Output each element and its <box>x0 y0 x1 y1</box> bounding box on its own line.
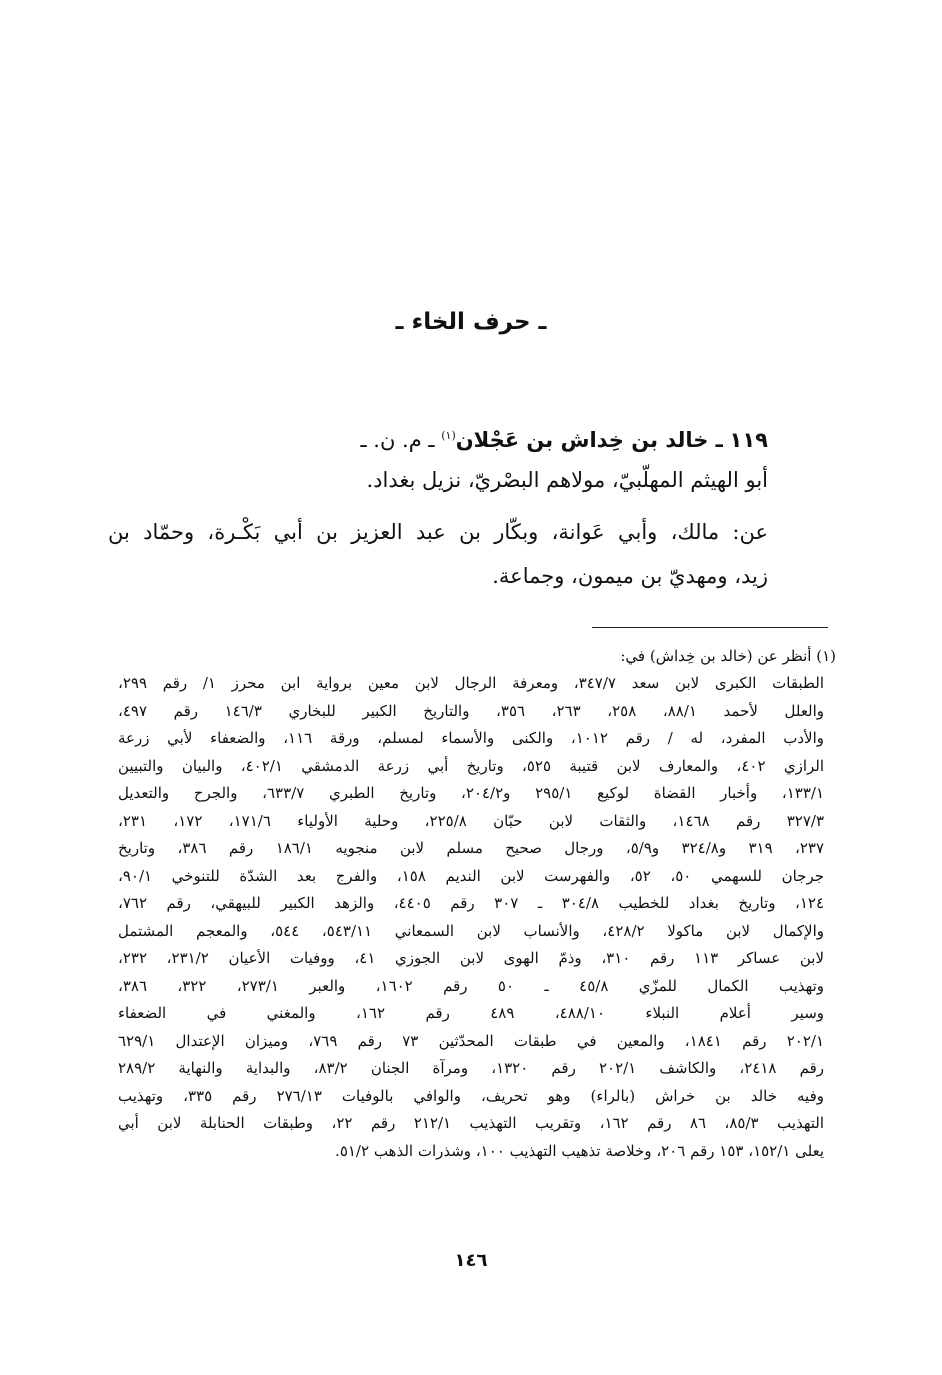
footnote-marker: (١) <box>816 647 836 665</box>
entry-number: ١١٩ <box>729 428 768 452</box>
entry-name: ـ خالد بن خِداش بن عَجْلان <box>455 428 723 452</box>
footnote-line: الرازي ٤٠٢، والمعارف لابن قتيبة ٥٢٥، وتاريخ أبي زرعة الدمشقي ٤٠٢/١، والبيان والتبيين <box>118 756 824 775</box>
paragraph-line: عن: مالك، وأبي عَوانة، وبكّار بن عبد العزيز بن أبي بَكْـرة، وحمّاد بن <box>108 520 768 544</box>
footnote-line: الطبقات الكبرى لابن سعد ٣٤٧/٧، ومعرفة الرجال لابن معين برواية ابن محرز ١/ رقم ٢٩٩، <box>118 674 825 692</box>
entry-heading-tail: ـ م. ن. ـ <box>360 428 442 452</box>
entry-kunya-line: أبو الهيثم المهلّبيّ، مولاهم البصْريّ، نزيل بغداد. <box>366 468 768 492</box>
footnote-line: جرجان للسهمي ٥٠، ٥٢، والفهرست لابن النديم ١٥٨، والفرج بعد الشدّة للتنوخي ٩٠/١، <box>118 866 824 885</box>
section-title: ـ حرف الخاء ـ <box>395 309 547 335</box>
footnote-block <box>118 642 836 1165</box>
entry-teachers-paragraph <box>108 510 768 598</box>
footnote-line: والإكمال لابن ماكولا ٤٢٨/٢، والأنساب لابن السمعاني ٥٤٣/١١، ٥٤٤، والمعجم المشتمل <box>118 921 825 940</box>
footnote-heading <box>118 642 836 670</box>
footnote-line: ٣٢٧/٣ رقم ١٤٦٨، والثقات لابن حبّان ٢٢٥/٨، وحلية الأولياء ١٧١/٦، ١٧٢، ٢٣١، <box>118 811 825 830</box>
footnote-reference: (١) <box>441 429 456 442</box>
footnote-line: وتهذيب الكمال للمزّي ٤٥/٨ ـ ٥٠ رقم ١٦٠٢، والعبر ٢٧٣/١، ٣٢٢، ٣٨٦، <box>118 976 824 995</box>
footnote-line: والعلل لأحمد ٨٨/١، ٢٥٨، ٢٦٣، ٣٥٦، والتاريخ الكبير للبخاري ١٤٦/٣ رقم ٤٩٧، <box>118 701 825 720</box>
footnote-line: ٢٣٧، ٣١٩ و٣٢٤/٨ و٥/٩، ورجال صحيح مسلم لابن منجويه ١٨٦/١ رقم ٣٨٦، وتاريخ <box>118 839 825 857</box>
footnote-line: ٢٠٢/١ رقم ١٨٤١، والمعين في طبقات المحدّثين ٧٣ رقم ٧٦٩، وميزان الإعتدال ٦٢٩/١ <box>118 1031 824 1050</box>
page-number: ١٤٦ <box>454 1250 488 1271</box>
footnote-line: ١٢٤، وتاريخ بغداد للخطيب ٣٠٤/٨ ـ ٣٠٧ رقم ٤٤٠٥، والزهد الكبير للبيهقي، رقم ٧٦٢، <box>118 894 825 912</box>
footnote-line: وفيه خالد بن خراش (بالراء) وهو تحريف، والوافي بالوفيات ٢٧٦/١٣ رقم ٣٣٥، وتهذيب <box>118 1086 824 1105</box>
entry-heading <box>108 420 768 460</box>
footnote-separator <box>592 627 828 628</box>
footnote-line: والأدب المفرد، له / رقم ١٠١٢، والكنى والأسماء لمسلم، ورقة ١١٦، والضعفاء لأبي زرعة <box>118 729 824 747</box>
footnote-line: ١٣٣/١، وأخبار القضاة لوكيع ٢٩٥/١ و٢٠٤/٢، وتاريخ الطبري ٦٣٣/٧، والجرح والتعديل <box>118 784 825 802</box>
paragraph-line: زيد، ومهديّ بن ميمون، وجماعة. <box>492 564 768 588</box>
biography-entry <box>108 420 768 598</box>
footnote-line: لابن عساكر ١١٣ رقم ٣١٠، وذمّ الهوى لابن الجوزي ٤١، ووفيات الأعيان ٢٣١/٢، ٢٣٢، <box>118 949 824 967</box>
footnote-line: وسير أعلام النبلاء ٤٨٨/١٠، ٤٨٩ رقم ١٦٢، والمغني في الضعفاء <box>118 1004 825 1022</box>
footnote-line: يعلى ١٥٢/١، ١٥٣ رقم ٢٠٦، وخلاصة تذهيب التهذيب ١٠٠، وشذرات الذهب ٥١/٢. <box>335 1141 824 1160</box>
footnote-head-text: أنظر عن (خالد بن خِداش) في: <box>620 647 812 665</box>
footnote-line: رقم ٢٤١٨، والكاشف ٢٠٢/١ رقم ١٣٢٠، ومرآة الجنان ٨٣/٢، والبداية والنهاية ٢٨٩/٢ <box>118 1059 825 1077</box>
footnote-line: التهذيب ٨٥/٣، ٨٦ رقم ١٦٢، وتقريب التهذيب ٢١٢/١ رقم ٢٢، وطبقات الحنابلة لابن أبي <box>118 1114 825 1132</box>
